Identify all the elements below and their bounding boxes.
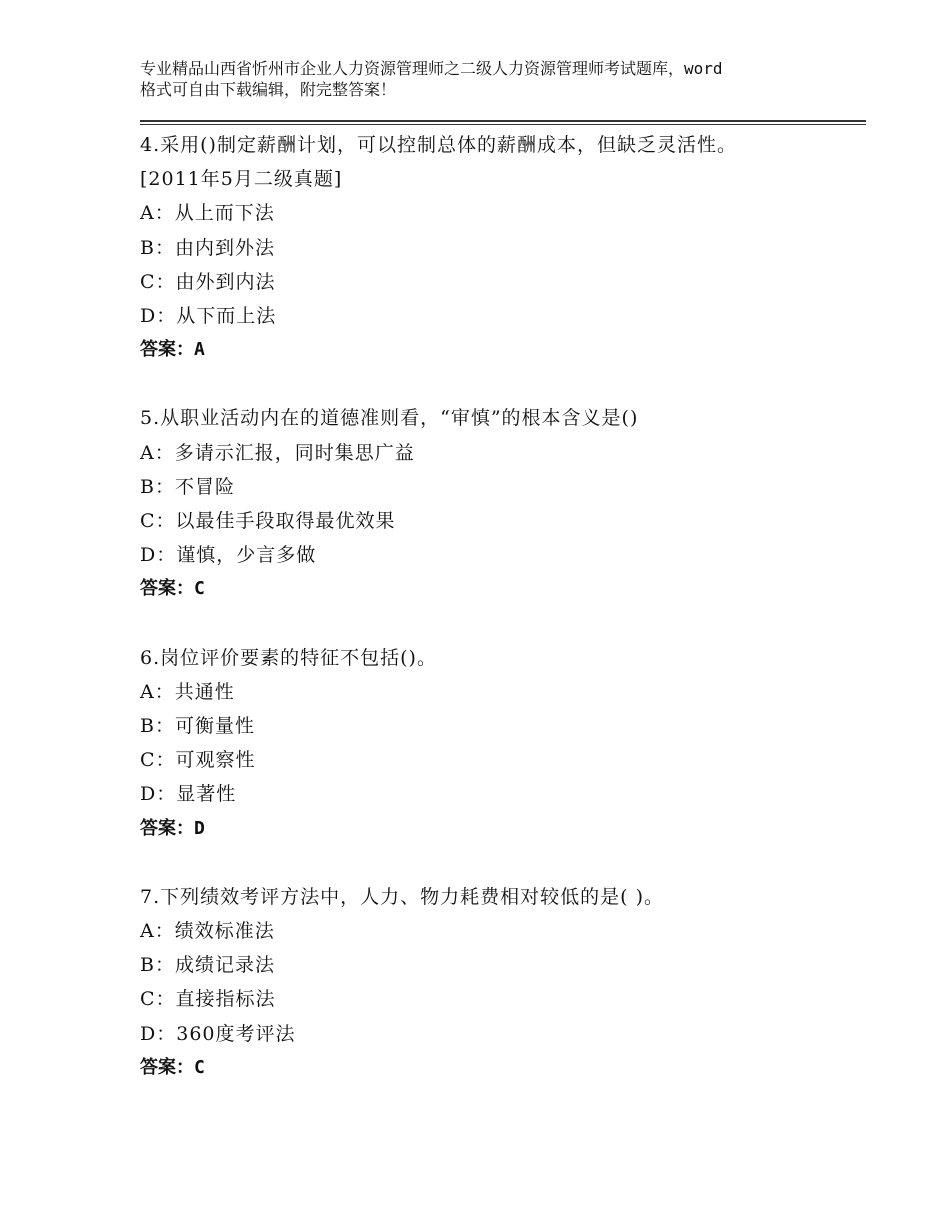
answer-line: 答案：C	[140, 578, 205, 600]
document-header	[140, 58, 840, 100]
option-c: C：以最佳手段取得最优效果	[140, 510, 396, 533]
question-list	[140, 128, 866, 1119]
question-block	[140, 128, 866, 367]
answer-line: 答案：C	[140, 1056, 205, 1078]
header-divider-thick	[140, 120, 866, 122]
answer-line: 答案：D	[140, 817, 205, 839]
answer-line: 答案：A	[140, 339, 205, 361]
option-a: A：绩效标准法	[140, 920, 275, 943]
header-line-2: 格式可自由下载编辑，附完整答案！	[140, 80, 397, 99]
option-a: A：多请示汇报，同时集思广益	[140, 441, 415, 464]
option-b: B：不冒险	[140, 475, 235, 498]
header-line-1: 专业精品山西省忻州市企业人力资源管理师之二级人力资源管理师考试题库，word	[140, 59, 723, 78]
option-c: C：可观察性	[140, 749, 256, 772]
question-stem: 4.采用()制定薪酬计划，可以控制总体的薪酬成本，但缺乏灵活性。	[140, 134, 737, 156]
question-stem: 7.下列绩效考评方法中，人力、物力耗费相对较低的是( )。	[140, 885, 664, 908]
option-d: D：谨慎，少言多做	[140, 544, 317, 567]
question-stem: 5.从职业活动内在的道德准则看，“审慎”的根本含义是()	[140, 407, 639, 430]
header-divider-thin	[140, 124, 866, 125]
option-d: D：显著性	[140, 783, 237, 806]
question-block	[140, 880, 866, 1085]
option-b: B：成绩记录法	[140, 954, 275, 977]
option-b: B：由内到外法	[140, 236, 275, 259]
option-d: D：从下而上法	[140, 305, 277, 328]
question-block	[140, 641, 866, 846]
option-d: D：360度考评法	[140, 1022, 296, 1045]
option-a: A：从上而下法	[140, 202, 275, 225]
option-c: C：由外到内法	[140, 270, 276, 293]
question-source: [2011年5月二级真题]	[140, 168, 343, 191]
option-c: C：直接指标法	[140, 988, 276, 1011]
option-a: A：共通性	[140, 680, 235, 703]
question-block	[140, 401, 866, 606]
question-stem: 6.岗位评价要素的特征不包括()。	[140, 646, 437, 669]
option-b: B：可衡量性	[140, 715, 255, 738]
